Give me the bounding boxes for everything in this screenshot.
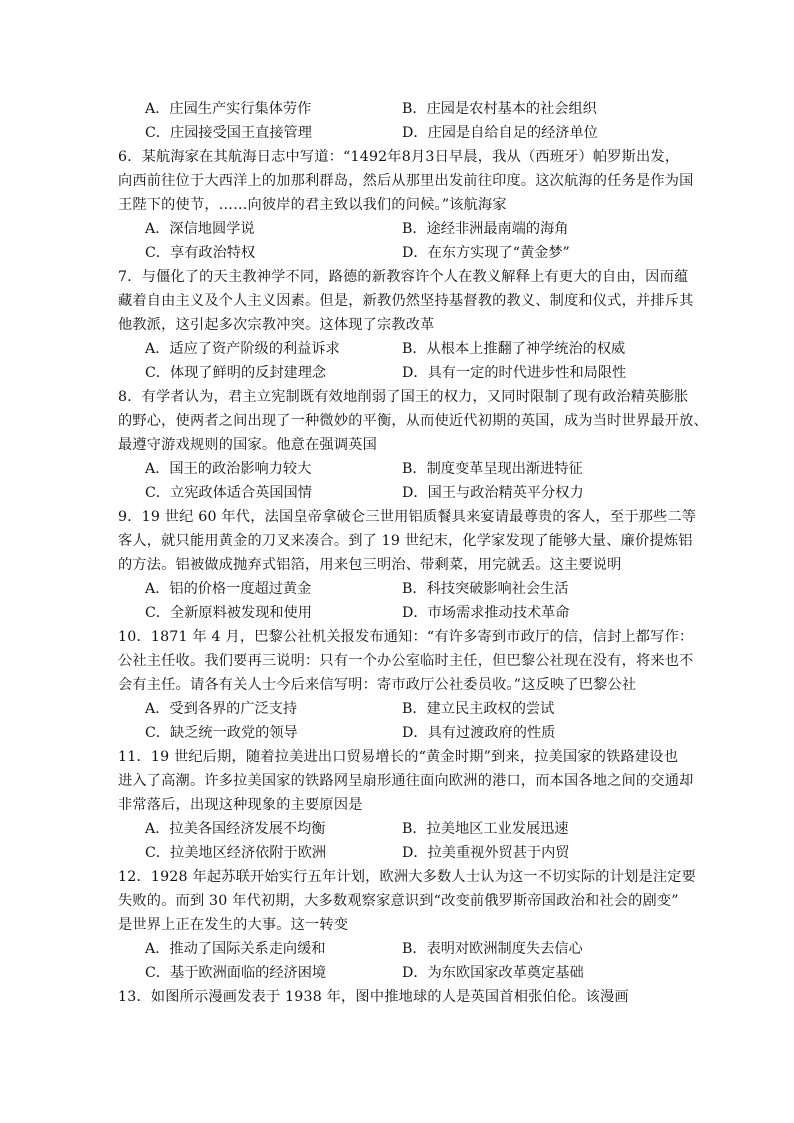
q8-stem-line: 的野心，使两者之间出现了一种微妙的平衡，从而使近代初期的英国，成为当时世界最开放、 — [118, 413, 708, 429]
q11-option-c: C．拉美地区经济依附于欧洲 — [145, 845, 327, 861]
q9-option-c: C．全新原料被发现和使用 — [145, 605, 312, 621]
q7-stem-line: 藏着自由主义及个人主义因素。但是，新教仍然坚持基督教的教义、制度和仪式，并排斥其 — [118, 293, 694, 309]
q12-stem-line: 12．1928 年起苏联开始实行五年计划，欧洲大多数人士认为这一不切实际的计划是注定要 — [118, 869, 697, 885]
q10-stem-line: 10．1871 年 4 月，巴黎公社机关报发布通知：“有许多寄到市政厅的信，信封上都写作： — [118, 629, 694, 645]
q11-option-d: D．拉美重视外贸甚于内贸 — [402, 845, 570, 861]
q7-option-c: C．体现了鲜明的反封建理念 — [145, 365, 327, 381]
q9-stem-line: 客人，就只能用黄金的刀叉来凑合。到了 19 世纪末，化学家发现了能够大量、廉价提炼铝 — [118, 533, 693, 549]
q5-option-c: C．庄园接受国王直接管理 — [145, 125, 312, 141]
q8-option-a: A．国王的政治影响力较大 — [145, 461, 312, 477]
q6-option-d: D．在东方实现了“黄金梦” — [402, 245, 570, 261]
q11-option-a: A．拉美各国经济发展不均衡 — [145, 821, 326, 837]
q10-option-a: A．受到各界的广泛支持 — [145, 701, 298, 717]
q12-option-b: B．表明对欧洲制度失去信心 — [402, 941, 583, 957]
q12-stem-line: 是世界上正在发生的大事。这一转变 — [118, 917, 349, 933]
q6-option-a: A．深信地圆学说 — [145, 221, 255, 237]
q7-stem-line: 他教派，这引起多次宗教冲突。这体现了宗教改革 — [118, 317, 435, 333]
q6-stem-line: 6．某航海家在其航海日志中写道：“1492年8月3日早晨，我从（西班牙）帕罗斯出发， — [118, 149, 680, 165]
q11-stem-line: 11．19 世纪后期，随着拉美进出口贸易增长的“黄金时期”到来，拉美国家的铁路建设也 — [118, 749, 679, 765]
q7-option-d: D．具有一定的时代进步性和局限性 — [402, 365, 627, 381]
q7-option-b: B．从根本上推翻了神学统治的权威 — [402, 341, 626, 357]
q9-option-d: D．市场需求推动技术革命 — [402, 605, 570, 621]
q12-option-d: D．为东欧国家改革奠定基础 — [402, 965, 584, 981]
q8-option-b: B．制度变革呈现出渐进特征 — [402, 461, 583, 477]
q8-stem-line: 最遵守游戏规则的国家。他意在强调英国 — [118, 437, 377, 453]
q10-option-d: D．具有过渡政府的性质 — [402, 725, 556, 741]
q10-option-c: C．缺乏统一政党的领导 — [145, 725, 298, 741]
q11-stem-line: 非常落后，出现这种现象的主要原因是 — [118, 797, 363, 813]
q10-option-b: B．建立民主政权的尝试 — [402, 701, 555, 717]
q10-stem-line: 会有主任。请各有关人士今后来信写明：寄市政厅公社委员收。”这反映了巴黎公社 — [118, 677, 637, 693]
q10-stem-line: 公社主任收。我们要再三说明：只有一个办公室临时主任，但巴黎公社现在没有，将来也不 — [118, 653, 694, 669]
q5-option-a: A．庄园生产实行集体劳作 — [145, 101, 312, 117]
q9-stem-line: 的方法。铝被做成抛弃式铝箔，用来包三明治、带剩菜，用完就丢。这主要说明 — [118, 557, 622, 573]
q8-option-c: C．立宪政体适合英国国情 — [145, 485, 312, 501]
q7-stem-line: 7．与僵化了的天主教神学不同，路德的新教容许个人在教义解释上有更大的自由，因而蕴 — [118, 269, 689, 285]
q12-option-a: A．推动了国际关系走向缓和 — [145, 941, 326, 957]
q8-stem-line: 8．有学者认为，君主立宪制既有效地削弱了国王的权力，又同时限制了现有政治精英膨胀 — [118, 389, 689, 405]
q8-option-d: D．国王与政治精英平分权力 — [402, 485, 584, 501]
q6-option-b: B．途经非洲最南端的海角 — [402, 221, 569, 237]
q13-stem-line: 13．如图所示漫画发表于 1938 年，图中推地球的人是英国首相张伯伦。该漫画 — [118, 989, 629, 1005]
q9-stem-line: 9．19 世纪 60 年代，法国皇帝拿破仑三世用铝质餐具来宴请最尊贵的客人，至于那些二等 — [118, 509, 697, 525]
q5-option-d: D．庄园是自给自足的经济单位 — [402, 125, 598, 141]
q6-stem-line: 王陛下的使节，……向彼岸的君主致以我们的问候。”该航海家 — [118, 197, 507, 213]
q11-stem-line: 进入了高潮。许多拉美国家的铁路网呈扇形通往面向欧洲的港口，而本国各地之间的交通却 — [118, 773, 694, 789]
q11-option-b: B．拉美地区工业发展迅速 — [402, 821, 569, 837]
q6-option-c: C．享有政治特权 — [145, 245, 256, 261]
q7-option-a: A．适应了资产阶级的利益诉求 — [145, 341, 340, 357]
q9-option-b: B．科技突破影响社会生活 — [402, 581, 569, 597]
q5-option-b: B．庄园是农村基本的社会组织 — [402, 101, 597, 117]
q12-option-c: C．基于欧洲面临的经济困境 — [145, 965, 327, 981]
q12-stem-line: 失败的。而到 30 年代初期，大多数观察家意识到“改变前俄罗斯帝国政治和社会的剧变” — [118, 893, 679, 909]
q6-stem-line: 向西前往位于大西洋上的加那利群岛，然后从那里出发前往印度。这次航海的任务是作为国 — [118, 173, 694, 189]
q9-option-a: A．铝的价格一度超过黄金 — [145, 581, 312, 597]
